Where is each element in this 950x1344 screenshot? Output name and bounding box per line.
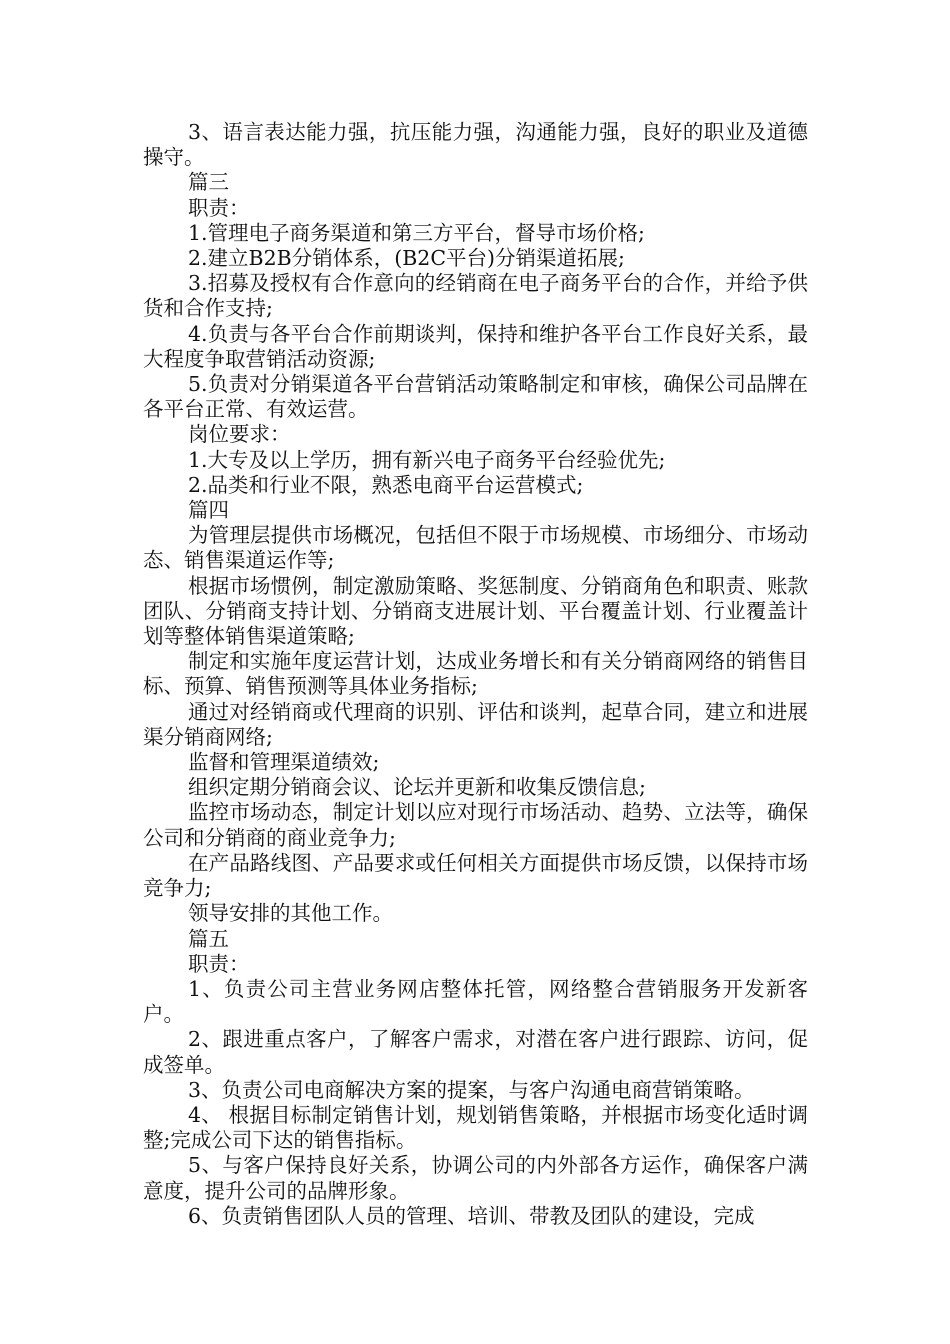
subheading-duties: 职责：	[188, 951, 250, 976]
section-heading-part-5: 篇五	[188, 926, 229, 951]
paragraph-item: 5、与客户保持良好关系，协调公司的内外部各方运作，确保客户满意度，提升公司的品牌形象。	[143, 1153, 808, 1203]
paragraph-item: 4.负责与各平台合作前期谈判，保持和维护各平台工作良好关系，最大程度争取营销活动资源;	[143, 321, 808, 371]
paragraph-item: 3.招募及授权有合作意向的经销商在电子商务平台的合作，并给予供货和合作支持;	[143, 271, 808, 321]
paragraph-item: 制定和实施年度运营计划，达成业务增长和有关分销商网络的销售目标、预算、销售预测等具体业务指标;	[143, 649, 808, 699]
paragraph-item: 在产品路线图、产品要求或任何相关方面提供市场反馈，以保持市场竞争力;	[143, 850, 808, 901]
paragraph-item: 4、 根据目标制定销售计划，规划销售策略，并根据市场变化适时调整;完成公司下达的销售指标。	[143, 1102, 808, 1153]
subheading-requirements: 岗位要求：	[188, 422, 291, 447]
paragraph-item: 3、负责公司电商解决方案的提案，与客户沟通电商营销策略。	[188, 1077, 755, 1102]
paragraph-item: 1.管理电子商务渠道和第三方平台，督导市场价格;	[188, 220, 645, 245]
paragraph-item: 组织定期分销商会议、论坛并更新和收集反馈信息;	[188, 775, 646, 800]
section-heading-part-4: 篇四	[188, 498, 229, 523]
subheading-duties: 职责：	[188, 195, 250, 220]
paragraph-item-requirement-3: 3、语言表达能力强，抗压能力强，沟通能力强，良好的职业及道德操守。	[143, 120, 808, 170]
paragraph-item: 领导安排的其他工作。	[188, 901, 393, 926]
paragraph-item: 通过对经销商或代理商的识别、评估和谈判，起草合同，建立和进展渠分销商网络;	[143, 699, 808, 749]
paragraph-item: 监控市场动态，制定计划以应对现行市场活动、趋势、立法等，确保公司和分销商的商业竞争力;	[143, 800, 808, 850]
paragraph-item: 为管理层提供市场概况，包括但不限于市场规模、市场细分、市场动态、销售渠道运作等;	[143, 523, 808, 573]
paragraph-item: 6、负责销售团队人员的管理、培训、带教及团队的建设，完成	[188, 1203, 755, 1228]
paragraph-item: 根据市场惯例，制定激励策略、奖惩制度、分销商角色和职责、账款团队、分销商支持计划、分销商支进展计划、平台覆盖计划、行业覆盖计划等整体销售渠道策略;	[143, 573, 808, 649]
document-body	[143, 120, 808, 1229]
section-heading-part-3: 篇三	[188, 170, 229, 195]
paragraph-item: 2.品类和行业不限，熟悉电商平台运营模式;	[188, 472, 584, 497]
paragraph-item: 5.负责对分销渠道各平台营销活动策略制定和审核，确保公司品牌在各平台正常、有效运营。	[143, 372, 808, 422]
paragraph-item: 2、跟进重点客户，了解客户需求，对潜在客户进行跟踪、访问，促成签单。	[143, 1027, 808, 1077]
paragraph-item: 监督和管理渠道绩效;	[188, 750, 380, 775]
paragraph-item: 1、负责公司主营业务网店整体托管，网络整合营销服务开发新客户。	[143, 976, 808, 1027]
paragraph-item: 2.建立B2B分销体系，(B2C平台)分销渠道拓展;	[188, 246, 625, 271]
paragraph-item: 1.大专及以上学历，拥有新兴电子商务平台经验优先;	[188, 447, 666, 472]
